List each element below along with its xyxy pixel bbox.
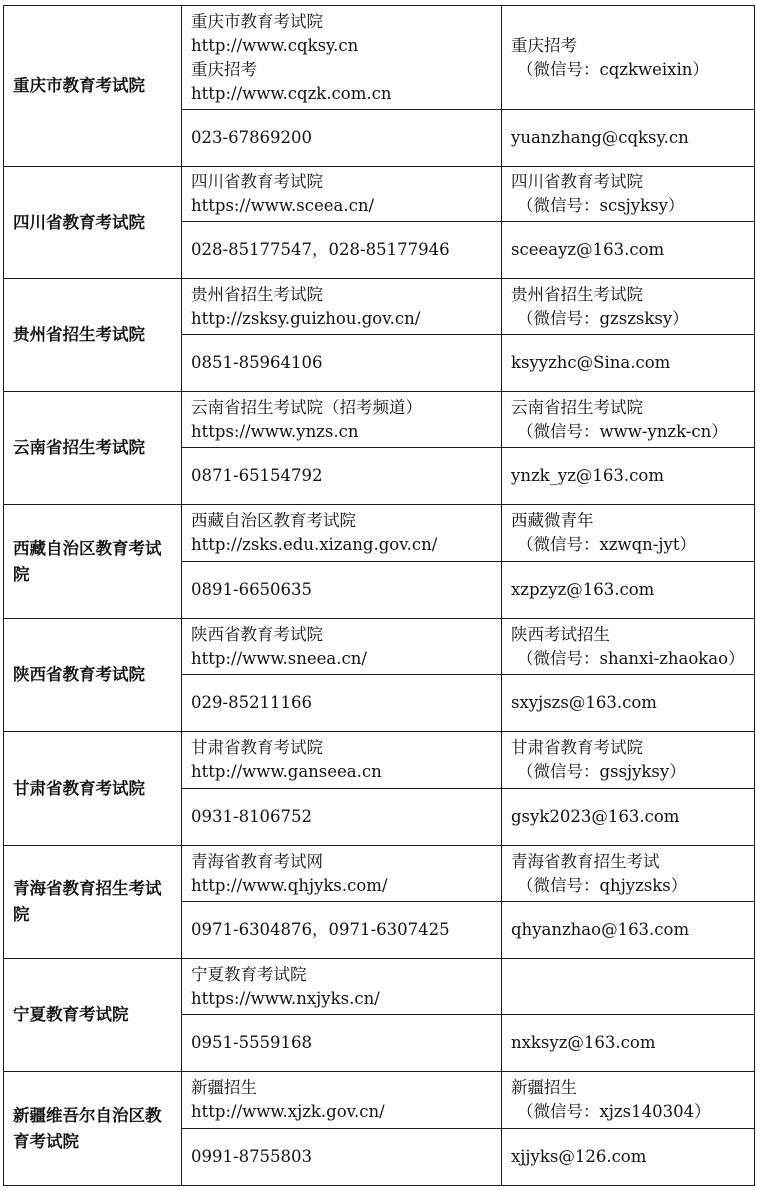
- phone-number: 0871-65154792: [182, 448, 502, 505]
- phone-number: 0951-5559168: [182, 1015, 502, 1072]
- institution-name: 贵州省招生考试院: [4, 279, 182, 392]
- email-address[interactable]: ksyyzhc@Sina.com: [502, 335, 755, 392]
- table-row: [4, 6, 755, 110]
- wechat-cell: [502, 732, 755, 789]
- wechat-cell: [502, 959, 755, 1015]
- institution-name: 甘肃省教育考试院: [4, 732, 182, 846]
- phone-number: 0851-85964106: [182, 335, 502, 392]
- website-cell: [182, 1072, 502, 1129]
- email-address[interactable]: xjjyks@126.com: [502, 1129, 755, 1186]
- wechat-cell: [502, 392, 755, 448]
- website-cell: [182, 959, 502, 1015]
- table-body: [4, 6, 755, 1186]
- email-address[interactable]: sxyjszs@163.com: [502, 675, 755, 732]
- wechat-cell: [502, 619, 755, 675]
- website-name: 云南省招生考试院（招考频道）: [191, 397, 422, 417]
- website-url[interactable]: http://zsksy.guizhou.gov.cn/: [191, 308, 421, 328]
- wechat-cell: [502, 167, 755, 222]
- wechat-account-name: 贵州省招生考试院: [511, 284, 643, 304]
- email-address[interactable]: nxksyz@163.com: [502, 1015, 755, 1072]
- table-row: [4, 392, 755, 448]
- website-url[interactable]: http://www.qhjyks.com/: [191, 875, 388, 895]
- website-name: 西藏自治区教育考试院: [191, 511, 356, 530]
- website-name: 四川省教育考试院: [191, 172, 323, 191]
- website-cell: [182, 619, 502, 675]
- website-cell: [182, 279, 502, 335]
- institution-name: 重庆市教育考试院: [4, 6, 182, 167]
- website-name: 宁夏教育考试院: [191, 964, 307, 984]
- wechat-account-name: 青海省教育招生考试: [511, 851, 660, 871]
- wechat-account-name: 云南省招生考试院: [511, 397, 643, 417]
- institution-name: 新疆维吾尔自治区教育考试院: [4, 1072, 182, 1186]
- website-cell: [182, 732, 502, 789]
- wechat-account-name: 陕西考试招生: [511, 624, 610, 644]
- wechat-cell: [502, 846, 755, 902]
- wechat-account-name: 重庆招考: [511, 35, 577, 55]
- table-row: [4, 1072, 755, 1129]
- wechat-id: （微信号：gzszsksy）: [517, 308, 689, 328]
- website-url[interactable]: http://www.xjzk.gov.cn/: [191, 1102, 385, 1121]
- email-address[interactable]: ynzk_yz@163.com: [502, 448, 755, 505]
- email-address[interactable]: sceeayz@163.com: [502, 222, 755, 279]
- website-name: 重庆市教育考试院: [191, 11, 323, 31]
- institution-name: 陕西省教育考试院: [4, 619, 182, 732]
- phone-number: 0931-8106752: [182, 789, 502, 846]
- website-name: 陕西省教育考试院: [191, 624, 323, 644]
- website-cell: [182, 167, 502, 222]
- table-row: [4, 846, 755, 902]
- email-address[interactable]: gsyk2023@163.com: [502, 789, 755, 846]
- wechat-cell: [502, 505, 755, 562]
- website-url[interactable]: http://www.sneea.cn/: [191, 648, 367, 668]
- wechat-account-name: 新疆招生: [511, 1078, 577, 1097]
- institution-name: 宁夏教育考试院: [4, 959, 182, 1072]
- wechat-id: （微信号：scsjyksy）: [517, 196, 685, 215]
- institution-name: 四川省教育考试院: [4, 167, 182, 279]
- table-row: [4, 279, 755, 335]
- website-url[interactable]: https://www.nxjyks.cn/: [191, 988, 380, 1008]
- wechat-account-name: 四川省教育考试院: [511, 172, 643, 191]
- email-address[interactable]: yuanzhang@cqksy.cn: [502, 110, 755, 167]
- website-url[interactable]: http://www.cqksy.cn: [191, 35, 359, 55]
- wechat-cell: [502, 1072, 755, 1129]
- website-url[interactable]: http://zsks.edu.xizang.gov.cn/: [191, 535, 438, 554]
- website-name: 新疆招生: [191, 1078, 257, 1097]
- phone-number: 023-67869200: [182, 110, 502, 167]
- wechat-id: （微信号：xjzs140304）: [517, 1102, 711, 1121]
- website-url[interactable]: https://www.ynzs.cn: [191, 421, 359, 441]
- wechat-cell: [502, 279, 755, 335]
- wechat-account-name: 西藏微青年: [511, 511, 594, 530]
- wechat-id: （微信号：shanxi-zhaokao）: [517, 648, 745, 668]
- table-row: [4, 505, 755, 562]
- website-url[interactable]: https://www.sceea.cn/: [191, 196, 374, 215]
- website-url[interactable]: http://www.ganseea.cn: [191, 762, 382, 781]
- wechat-id: （微信号：qhjyzsks）: [517, 875, 688, 895]
- institution-name: 云南省招生考试院: [4, 392, 182, 505]
- website-cell: [182, 846, 502, 902]
- phone-number: 0991-8755803: [182, 1129, 502, 1186]
- exam-institution-contact-table: [3, 5, 755, 1186]
- website-name: 青海省教育考试网: [191, 851, 323, 871]
- institution-name: 西藏自治区教育考试院: [4, 505, 182, 619]
- phone-number: 029-85211166: [182, 675, 502, 732]
- institution-name: 青海省教育招生考试院: [4, 846, 182, 959]
- table-row: [4, 732, 755, 789]
- phone-number: 0891-6650635: [182, 562, 502, 619]
- table-row: [4, 619, 755, 675]
- email-address[interactable]: qhyanzhao@163.com: [502, 902, 755, 959]
- table-row: [4, 959, 755, 1015]
- wechat-id: （微信号：xzwqn-jyt）: [517, 535, 696, 554]
- phone-number: 028-85177547，028-85177946: [182, 222, 502, 279]
- phone-number: 0971-6304876，0971-6307425: [182, 902, 502, 959]
- website-cell: [182, 505, 502, 562]
- website-url[interactable]: http://www.cqzk.com.cn: [191, 83, 392, 103]
- wechat-cell: [502, 6, 755, 110]
- website-cell: [182, 6, 502, 110]
- wechat-id: （微信号：www-ynzk-cn）: [517, 421, 728, 441]
- wechat-id: （微信号：gssjyksy）: [517, 762, 686, 781]
- email-address[interactable]: xzpzyz@163.com: [502, 562, 755, 619]
- wechat-id: （微信号：cqzkweixin）: [517, 59, 709, 79]
- website-cell: [182, 392, 502, 448]
- wechat-account-name: 甘肃省教育考试院: [511, 738, 643, 757]
- table-row: [4, 167, 755, 222]
- website-name: 甘肃省教育考试院: [191, 738, 323, 757]
- website-name: 贵州省招生考试院: [191, 284, 323, 304]
- website-name: 重庆招考: [191, 59, 257, 79]
